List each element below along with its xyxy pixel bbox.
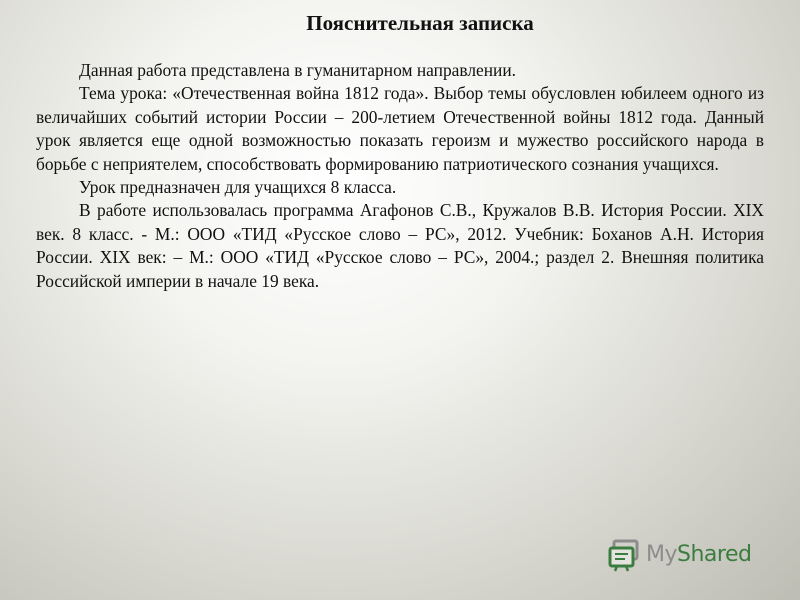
myshared-logo-icon (607, 538, 641, 572)
paragraph-direction: Данная работа представлена в гуманитарном направлении. (79, 60, 516, 80)
wordmark-shared: Shared (677, 542, 752, 567)
slide-body (36, 59, 764, 293)
paragraph-audience: Урок предназначен для учащихся 8 класса. (79, 177, 397, 198)
paragraph-sources: В работе использовалась программа Агафонов С.В., Кружалов В.В. История России. XIX век. 8 класс. - М.: ООО «ТИД «Русское слово – РС», 2012. Учебник: Боханов А.Н. История России. XIX век: – М.: ООО «ТИД «Русское слово – РС», 2004.; раздел 2. Внешняя политика Российской империи в начале 19 века. (36, 200, 764, 291)
slide-title: Пояснительная записка (306, 11, 534, 35)
paragraph-topic: Тема урока: «Отечественная война 1812 года». Выбор темы обусловлен юбилеем одного из величайших событий истории России – 200-летием Отечественной войны 1812 года. Данный урок является еще одной возможностью показать героизм и мужество российского народа в борьбе с неприятелем, способствовать формированию патриотического сознания учащихся. (36, 83, 764, 174)
wordmark-my: My (646, 542, 678, 567)
myshared-watermark (607, 538, 751, 572)
myshared-wordmark (646, 541, 751, 569)
